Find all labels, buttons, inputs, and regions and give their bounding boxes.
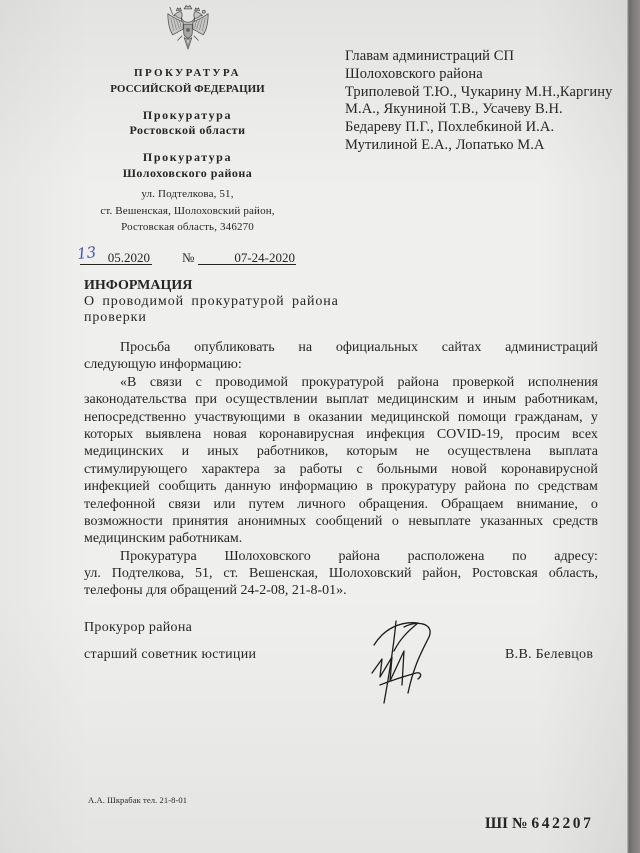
word: Вешенская,: [249, 566, 319, 582]
word: работникам,: [524, 392, 598, 408]
quote-line: [84, 426, 598, 443]
russian-coat-of-arms-icon: [165, 4, 211, 54]
number-sign: №: [182, 250, 195, 265]
org-name-line2: РОССИЙСКОЙ ФЕДЕРАЦИИ: [110, 83, 265, 95]
word: по: [512, 548, 527, 564]
word: Подтелкова,: [111, 566, 185, 582]
signer-name: В.В. Белевцов: [505, 647, 594, 662]
region-office-line2: Ростовской области: [129, 123, 246, 137]
signer-rank: старший советник юстиции: [84, 647, 257, 662]
word: Прокуратура: [120, 548, 197, 564]
word: с: [195, 374, 202, 390]
executor-contact: А.А. Шкрабак тел. 21-8-01: [88, 795, 188, 805]
handwritten-signature: [360, 615, 445, 710]
word: принятия: [172, 513, 229, 529]
word: о: [590, 496, 598, 512]
word: характера: [201, 461, 260, 477]
addressee-block: [345, 48, 613, 155]
word: опубликовать: [194, 340, 275, 355]
word: адресу:: [554, 548, 598, 564]
word: «В: [120, 374, 137, 390]
word: исполнения: [527, 374, 598, 390]
word: с: [356, 461, 363, 477]
word: ул.: [84, 566, 101, 582]
word: телефонной: [84, 496, 156, 512]
word: COVID-19,: [436, 426, 504, 442]
subject-line: проверки: [84, 310, 147, 325]
body-line: [120, 339, 598, 356]
word: и: [181, 444, 190, 460]
word: путем: [248, 496, 285, 512]
word: прокуратурой: [301, 374, 384, 390]
word: всех: [571, 426, 598, 442]
word: область,: [548, 566, 598, 582]
word: района: [464, 479, 507, 495]
form-series: ШI: [485, 815, 509, 832]
addressee-line: М.А., Якуниной Т.В., Усачеву В.Н.: [345, 101, 563, 118]
signer-position: Прокурор района: [84, 620, 193, 635]
outgoing-number: 07-24-2020: [234, 250, 295, 265]
letter-body: [84, 339, 598, 600]
form-number: [485, 815, 594, 833]
word: средств: [552, 513, 598, 529]
letterhead-address-line: Ростовская область, 346270: [121, 221, 254, 233]
quote-line: [84, 391, 598, 408]
word: за: [273, 461, 286, 477]
word: коронавирусная: [259, 426, 355, 442]
word: у: [590, 409, 598, 425]
word: непосредственно: [84, 409, 186, 425]
word: ст.: [223, 566, 239, 582]
word: новая: [213, 426, 247, 442]
word: оказании: [308, 409, 363, 425]
word: и: [466, 392, 475, 408]
word: в: [366, 479, 373, 495]
word: законодательства: [84, 392, 187, 408]
word: которым: [346, 444, 398, 460]
addressee-line: Главам администраций СП: [345, 48, 515, 64]
word: или: [213, 496, 236, 512]
word: выплата: [549, 444, 598, 460]
word: обращения.: [358, 496, 428, 512]
word: прокуратуру: [381, 479, 457, 495]
word: средствам: [537, 479, 598, 495]
word: указанных: [480, 513, 544, 529]
word: медицинских: [84, 444, 164, 460]
word: не: [415, 444, 430, 460]
word: просим: [515, 426, 560, 442]
org-name-line1: ПРОКУРАТУРА: [134, 67, 241, 79]
paper-edge-right: [627, 0, 640, 853]
word: района: [397, 374, 439, 390]
subject-line: О проводимой прокуратурой района: [84, 294, 339, 309]
district-office-line1: Прокуратура: [142, 150, 233, 164]
word: выявлена: [145, 426, 202, 442]
word: при: [195, 392, 218, 408]
word: стимулирующего: [84, 461, 188, 477]
word: гражданам,: [514, 409, 583, 425]
form-number-sign: №: [511, 815, 528, 832]
form-number-value: 642207: [531, 815, 594, 832]
letterhead-address-line: ст. Вешенская, Шолоховский район,: [100, 205, 275, 217]
word: работы: [299, 461, 343, 477]
word: личного: [297, 496, 346, 512]
word: проверкой: [452, 374, 515, 390]
word: новой: [451, 461, 487, 477]
word: иных: [207, 444, 239, 460]
word: Обращаем: [441, 496, 504, 512]
quote-line: [84, 409, 598, 426]
addressee-line: Мутилиной Е.А., Лопатько М.А: [345, 136, 545, 153]
date-printed: 05.2020: [107, 250, 150, 265]
word: района: [338, 548, 380, 564]
word: на: [298, 340, 313, 355]
word: связи: [168, 496, 201, 512]
word: инфекция: [366, 426, 425, 442]
word: осуществлении: [225, 392, 318, 408]
body-line: следующую информацию:: [84, 357, 242, 373]
addressee-line: Бедареву П.Г., Похлебкиной И.А.: [345, 119, 555, 136]
word: помощи: [457, 409, 507, 425]
word: расположена: [407, 548, 485, 564]
word: иным: [482, 392, 517, 408]
quote-line: [84, 513, 598, 530]
word: работников,: [256, 444, 329, 460]
word: район,: [422, 566, 462, 582]
word: анонимных: [237, 513, 307, 529]
word: 51,: [195, 566, 213, 582]
word: данную: [225, 479, 271, 495]
word: официальных: [335, 340, 418, 355]
word: возможности: [84, 513, 163, 529]
quote-line: [84, 443, 598, 460]
region-office-line1: Прокуратура: [142, 108, 233, 122]
document-title: ИНФОРМАЦИЯ: [84, 278, 193, 293]
addressee-line: Триполевой Т.Ю., Чукарину М.Н.,Каргину: [345, 83, 613, 100]
quote-line: [120, 374, 598, 391]
word: по: [514, 479, 530, 495]
word: о: [391, 513, 399, 529]
district-office-line2: Шолоховского района: [122, 166, 253, 180]
word: внимание,: [516, 496, 578, 512]
word: выплат: [326, 392, 369, 408]
word: Шолоховского: [224, 548, 311, 564]
word: коронавирусной: [501, 461, 598, 477]
word: больными: [376, 461, 438, 477]
word: проводимой: [215, 374, 288, 390]
address-line: [120, 548, 598, 565]
word: которых: [84, 426, 134, 442]
word: медицинской: [370, 409, 450, 425]
quote-line: медицинским работникам.: [84, 531, 243, 547]
quote-line: [84, 461, 598, 478]
word: невыплате: [408, 513, 471, 529]
address-line: телефоны для обращений 24-2-08, 21-8-01».: [84, 583, 347, 599]
outgoing-number-field: [198, 250, 296, 265]
word: инфекцией: [84, 479, 150, 495]
word: сайтах: [441, 340, 482, 355]
address-line: [84, 565, 598, 582]
word: осуществлена: [447, 444, 531, 460]
word: в: [293, 409, 301, 425]
word: информацию: [279, 479, 358, 495]
quote-line: [84, 496, 598, 513]
word: связи: [149, 374, 183, 390]
word: Ростовская: [471, 566, 538, 582]
word: медицинским: [377, 392, 459, 408]
letterhead-address-line: ул. Подтелкова, 51,: [141, 188, 234, 200]
word: сообщений: [315, 513, 383, 529]
date-handwritten: 13: [76, 243, 97, 263]
word: участвующими: [194, 409, 286, 425]
addressee-line: Шолоховского района: [345, 65, 483, 82]
quote-line: [84, 478, 598, 495]
word: сообщить: [158, 479, 217, 495]
word: Шолоховский: [328, 566, 412, 582]
word: администраций: [505, 340, 598, 355]
word: Просьба: [120, 340, 171, 355]
